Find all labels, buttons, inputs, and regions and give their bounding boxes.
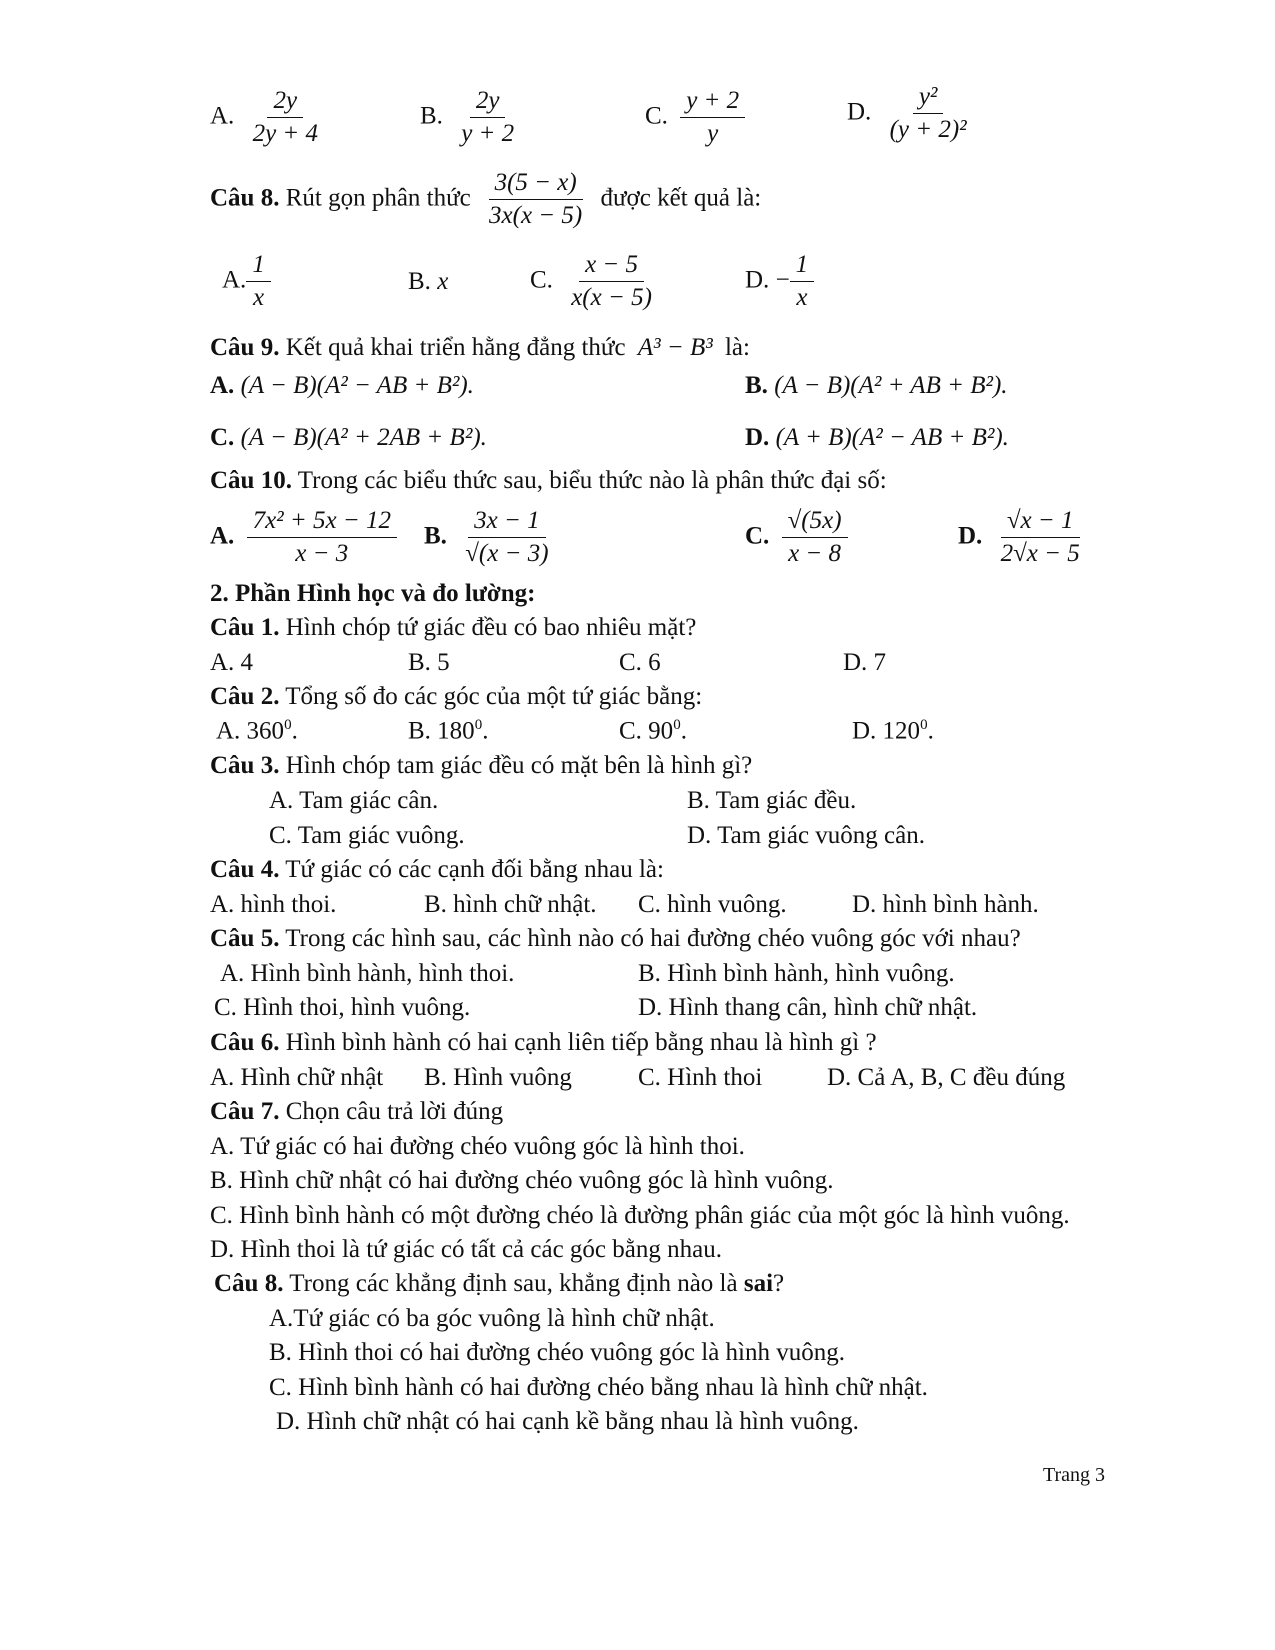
geometry-q1-option-a: A. 4: [210, 649, 254, 676]
geometry-question-7: [210, 1098, 503, 1126]
question-text-end: là:: [724, 334, 750, 361]
algebra-question-10: [210, 467, 887, 495]
question-text: Chọn câu trả lời đúng: [285, 1098, 504, 1125]
fraction: [483, 170, 588, 230]
option-label: B.: [745, 372, 768, 399]
question-label: Câu 8.: [214, 1270, 284, 1297]
period: .: [291, 717, 298, 745]
geometry-question-4: [210, 856, 664, 884]
numerator: 7x² + 5x − 12: [247, 508, 397, 538]
emphasis-word: sai: [743, 1270, 774, 1297]
section-heading-text: 2. Phần Hình học và đo lường:: [210, 580, 536, 607]
q9-option-a: [210, 372, 474, 400]
geometry-q8-option-d: D. Hình chữ nhật có hai cạnh kề bằng nhau là hình vuông.: [276, 1408, 859, 1435]
geometry-q4-option-a: A. hình thoi.: [210, 891, 337, 918]
geometry-question-8: [214, 1270, 784, 1298]
question-label: Câu 3.: [210, 752, 280, 779]
geometry-q8-option-a: A.Tứ giác có ba góc vuông là hình chữ nhật.: [269, 1305, 715, 1332]
option-expression: (A − B)(A² + 2AB + B²).: [240, 424, 487, 451]
q10-option-d: [958, 508, 1092, 568]
geometry-q8-option-b: B. Hình thoi có hai đường chéo vuông góc là hình vuông.: [269, 1339, 846, 1366]
fraction: [246, 252, 271, 312]
period: .: [927, 717, 934, 745]
geometry-question-2: [210, 683, 702, 711]
algebra-question-8: [210, 170, 761, 230]
q10-option-a: [210, 508, 403, 568]
fraction: [247, 508, 397, 568]
geometry-q2-option-b: [408, 717, 488, 745]
question-label: Câu 10.: [210, 467, 292, 494]
geometry-q6-option-a: A. Hình chữ nhật: [210, 1064, 384, 1091]
section-heading: [210, 580, 535, 608]
numerator: 1: [790, 252, 815, 282]
q10-option-c: [745, 508, 854, 568]
fraction: [680, 88, 745, 148]
option-label: D.: [745, 424, 770, 451]
question-text: Trong các khẳng định sau, khẳng định nào là: [289, 1270, 738, 1297]
geometry-q5-option-d: D. Hình thang cân, hình chữ nhật.: [638, 994, 978, 1021]
option-label: A.: [210, 522, 235, 550]
option-text: B. 180: [408, 717, 475, 745]
geometry-q5-option-b: B. Hình bình hành, hình vuông.: [638, 960, 955, 987]
geometry-q7-option-c: C. Hình bình hành có một đường chéo là đường phân giác của một góc là hình vuông.: [210, 1202, 1070, 1229]
geometry-q4-option-c: C. hình vuông.: [638, 891, 787, 918]
denominator: x: [796, 284, 808, 312]
geometry-q6-option-d: D. Cả A, B, C đều đúng: [827, 1064, 1066, 1091]
geometry-q3-option-b: B. Tam giác đều.: [687, 787, 857, 814]
numerator: 3x − 1: [468, 508, 545, 538]
degree-mark: 0: [920, 717, 928, 733]
option-label: A.: [222, 266, 247, 294]
fraction: [790, 252, 815, 312]
question-label: Câu 9.: [210, 334, 280, 361]
question-text: Tổng số đo các góc của một tứ giác bằng:: [285, 683, 703, 710]
geometry-q5-option-a: A. Hình bình hành, hình thoi.: [220, 960, 515, 987]
question-label: Câu 7.: [210, 1098, 280, 1125]
geometry-question-6: [210, 1029, 877, 1057]
geometry-q4-option-d: D. hình bình hành.: [852, 891, 1039, 918]
geometry-q1-option-b: B. 5: [408, 649, 450, 676]
q8-option-b: [408, 268, 448, 296]
denominator: y: [707, 120, 719, 148]
fraction: [995, 508, 1086, 568]
denominator: √(x − 3): [465, 540, 549, 568]
numerator: 1: [246, 252, 271, 282]
q8-option-c: [530, 252, 664, 312]
question-text: Hình chóp tứ giác đều có bao nhiêu mặt?: [285, 614, 697, 641]
question-text: Rút gọn phân thức: [285, 184, 471, 212]
minus-sign: −: [775, 266, 790, 294]
question-text-end: được kết quả là:: [600, 184, 762, 212]
q8-option-d: [745, 252, 820, 312]
numerator: x − 5: [579, 252, 644, 282]
question-text: Trong các biểu thức sau, biểu thức nào là phân thức đại số:: [297, 467, 887, 494]
geometry-q1-option-c: C. 6: [619, 649, 661, 676]
degree-mark: 0: [673, 717, 681, 733]
numerator: 2y: [267, 88, 303, 118]
identity-expression: A³ − B³: [637, 334, 713, 361]
option-expression: (A − B)(A² + AB + B²).: [774, 372, 1008, 399]
period: .: [482, 717, 489, 745]
geometry-question-1: [210, 614, 696, 642]
option-label: D.: [958, 522, 983, 550]
fraction: [455, 88, 520, 148]
fraction: [459, 508, 554, 568]
q8-option-a: [222, 252, 277, 312]
question-mark: ?: [773, 1270, 785, 1297]
question-label: Câu 1.: [210, 614, 280, 641]
geometry-q8-option-c: C. Hình bình hành có hai đường chéo bằng nhau là hình chữ nhật.: [269, 1374, 928, 1401]
numerator: y²: [913, 84, 944, 114]
degree-mark: 0: [474, 717, 483, 733]
denominator: x: [253, 284, 265, 312]
geometry-q6-option-b: B. Hình vuông: [424, 1064, 572, 1091]
fraction: [782, 508, 848, 568]
option-label: D.: [847, 98, 872, 126]
q7-option-b: [420, 88, 526, 148]
algebra-question-9: [210, 334, 750, 362]
q7-option-d: [847, 84, 979, 144]
denominator: x − 3: [295, 540, 349, 568]
option-value: x: [437, 268, 449, 295]
geometry-q3-option-a: A. Tam giác cân.: [269, 787, 439, 814]
q10-option-b: [424, 508, 561, 568]
question-label: Câu 2.: [210, 683, 280, 710]
q9-option-c: [210, 424, 487, 452]
q9-option-d: [745, 424, 1009, 452]
question-text: Hình bình hành có hai cạnh liên tiếp bằng nhau là hình gì ?: [285, 1029, 877, 1056]
denominator: x(x − 5): [571, 284, 652, 312]
geometry-q6-option-c: C. Hình thoi: [638, 1064, 763, 1091]
q7-option-c: [645, 88, 751, 148]
geometry-q7-option-b: B. Hình chữ nhật có hai đường chéo vuông góc là hình vuông.: [210, 1167, 834, 1194]
geometry-q2-option-a: [216, 717, 298, 745]
option-label: D.: [745, 266, 770, 294]
fraction: [884, 84, 973, 144]
option-label: C.: [645, 102, 668, 130]
option-label: B.: [424, 522, 447, 550]
geometry-question-5: [210, 925, 1021, 953]
fraction: [247, 88, 324, 148]
option-expression: (A − B)(A² − AB + B²).: [240, 372, 474, 399]
geometry-q3-option-c: C. Tam giác vuông.: [269, 822, 465, 849]
question-text: Hình chóp tam giác đều có mặt bên là hình gì?: [285, 752, 753, 779]
question-text: Kết quả khai triển hằng đẳng thức: [285, 334, 626, 361]
geometry-q1-option-d: D. 7: [843, 649, 887, 676]
geometry-q3-option-d: D. Tam giác vuông cân.: [687, 822, 926, 849]
option-label: B.: [420, 102, 443, 130]
numerator: √(5x): [782, 508, 848, 538]
option-expression: (A + B)(A² − AB + B²).: [775, 424, 1009, 451]
q9-option-b: [745, 372, 1008, 400]
degree-mark: 0: [284, 717, 292, 733]
numerator: y + 2: [680, 88, 745, 118]
question-text: Trong các hình sau, các hình nào có hai đường chéo vuông góc với nhau?: [285, 925, 1021, 952]
question-label: Câu 6.: [210, 1029, 280, 1056]
question-text: Tứ giác có các cạnh đối bằng nhau là:: [285, 856, 664, 883]
geometry-question-3: [210, 752, 752, 780]
page-number: Trang 3: [1043, 1464, 1106, 1486]
option-label: C.: [210, 424, 235, 451]
denominator: y + 2: [461, 120, 515, 148]
denominator: x − 8: [788, 540, 842, 568]
geometry-q7-option-a: A. Tứ giác có hai đường chéo vuông góc là hình thoi.: [210, 1133, 745, 1160]
option-label: B.: [408, 268, 431, 295]
denominator: 3x(x − 5): [489, 202, 583, 230]
denominator: (y + 2)²: [889, 116, 967, 144]
question-label: Câu 5.: [210, 925, 280, 952]
geometry-q2-option-d: [852, 717, 934, 745]
option-label: C.: [745, 522, 770, 550]
denominator: 2√x − 5: [1000, 540, 1080, 568]
numerator: √x − 1: [1001, 508, 1080, 538]
option-label: A.: [210, 372, 235, 399]
q7-option-a: [210, 88, 330, 148]
option-text: A. 360: [216, 717, 285, 745]
geometry-q4-option-b: B. hình chữ nhật.: [424, 891, 597, 918]
numerator: 3(5 − x): [489, 170, 583, 200]
option-label: C.: [530, 266, 553, 294]
geometry-q7-option-d: D. Hình thoi là tứ giác có tất cả các góc bằng nhau.: [210, 1236, 722, 1263]
denominator: 2y + 4: [252, 120, 319, 148]
option-text: C. 90: [619, 717, 674, 745]
question-label: Câu 8.: [210, 184, 280, 212]
fraction: [565, 252, 658, 312]
period: .: [680, 717, 687, 745]
numerator: 2y: [470, 88, 506, 118]
geometry-q5-option-c: C. Hình thoi, hình vuông.: [214, 994, 471, 1021]
option-label: A.: [210, 102, 235, 130]
question-label: Câu 4.: [210, 856, 280, 883]
option-text: D. 120: [852, 717, 921, 745]
geometry-q2-option-c: [619, 717, 687, 745]
